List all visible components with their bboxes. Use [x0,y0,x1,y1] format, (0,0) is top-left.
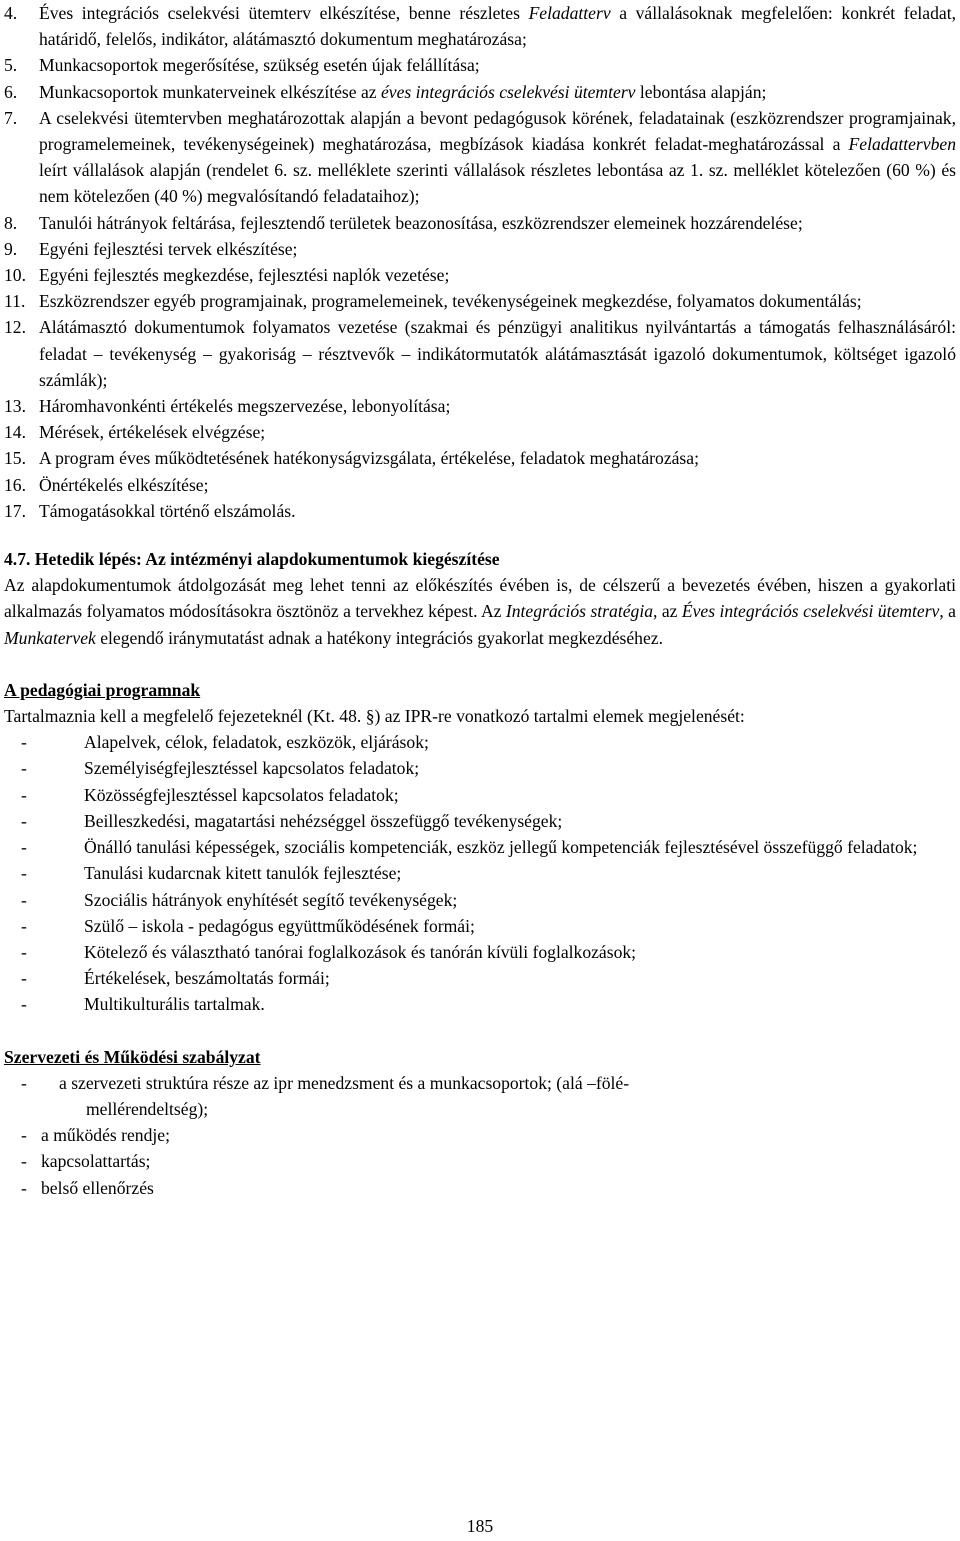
list-item-text: Éves integrációs cselekvési ütemterv elkészítése, benne részletes Feladatterv a vállalásoknak megfelelően: konkrét feladat, határidő, felelős, indikátor, alátámasztó dokumentum meghatározása; [39,3,956,50]
page-number: 185 [466,1516,494,1536]
sms-heading: Szervezeti és Működési szabályzat [4,1046,261,1067]
list-item-text: Egyéni fejlesztés megkezdése, fejlesztési naplók vezetése; [39,265,450,286]
sms-items-list [4,1070,956,1201]
list-item [4,965,956,991]
list-item-text: Önértékelés elkészítése; [39,474,209,495]
list-item-number: 10. [4,265,26,286]
list-item [4,314,956,393]
list-dash: - [21,994,27,1015]
list-item-text: kapcsolattartás; [41,1151,151,1172]
list-dash: - [21,863,27,884]
list-item [4,288,956,314]
list-item [4,210,956,236]
list-dash: - [21,1177,27,1198]
list-item [4,782,956,808]
list-item-continuation: mellérendeltség); [86,1098,209,1119]
list-item-number: 6. [4,81,18,102]
list-item-text: Alátámasztó dokumentumok folyamatos vezetése (szakmai és pénzügyi analitikus nyilvántartás a támogatás felhasználásáról: feladat – tevékenység – gyakoriság – résztvevők – indikátormutatók alátámasztását igazoló dokumentumok, költséget igazoló számlák); [39,317,956,390]
list-item-number: 4. [4,3,18,23]
list-item-number: 16. [4,474,26,495]
list-item-number: 15. [4,448,26,469]
list-item [4,913,956,939]
list-dash: - [21,758,27,779]
list-item [4,445,956,471]
list-item [4,1070,956,1122]
list-dash: - [21,915,27,936]
list-item-text: Önálló tanulási képességek, szociális kompetenciák, eszköz jellegű kompetenciák fejlesztésével összefüggő feladatok; [84,837,918,858]
list-dash: - [21,1072,27,1093]
pedagogical-items-list [4,729,956,1017]
list-dash: - [21,941,27,962]
list-item-number: 14. [4,422,26,443]
list-item-number: 11. [4,291,26,312]
list-item [4,52,956,78]
section-paragraph: Az alapdokumentumok átdolgozását meg lehet tenni az előkészítés évében is, de célszerű a bevezetés évében, hiszen a gyakorlati alkalmazás folyamatos módosításokra ösztönöz a tervekhez képest. Az Integrációs stratégia, az Éves integrációs cselekvési ütemterv, a Munkatervek elegendő iránymutatást adnak a hatékony integrációs gyakorlat megkezdéséhez. [4,575,956,648]
list-item-text: Kötelező és választható tanórai foglalkozások és tanórán kívüli foglalkozások; [84,941,637,962]
list-item-text: Személyiségfejlesztéssel kapcsolatos feladatok; [84,758,420,779]
list-item [4,729,956,755]
list-item [4,79,956,105]
list-item-text: Értékelések, beszámoltatás formái; [84,968,330,989]
pedagogical-intro: Tartalmaznia kell a megfelelő fejezeteknél (Kt. 48. §) az IPR-re vonatkozó tartalmi elemek megjelenését: [4,706,745,727]
list-dash: - [21,784,27,805]
list-item-text: a szervezeti struktúra része az ipr menedzsment és a munkacsoportok; (alá –fölé- mellérendeltség); [41,1070,956,1122]
list-item-text: Tanulói hátrányok feltárása, fejlesztendő területek beazonosítása, eszközrendszer elemeinek hozzárendelése; [39,212,803,233]
list-item-text: a működés rendje; [41,1125,170,1146]
list-item [4,419,956,445]
list-item [4,834,956,860]
list-dash: - [21,1151,27,1172]
list-item-text: Multikulturális tartalmak. [84,994,265,1015]
list-dash: - [21,732,27,753]
document-page [4,0,956,1201]
list-item [4,393,956,419]
list-item-text: belső ellenőrzés [41,1177,154,1198]
list-item [4,860,956,886]
list-item-number: 13. [4,396,26,417]
list-item-text: Alapelvek, célok, feladatok, eszközök, eljárások; [84,732,429,753]
list-item-text: Egyéni fejlesztési tervek elkészítése; [39,238,298,259]
list-item [4,1175,956,1201]
list-item-text: Szülő – iskola - pedagógus együttműködésének formái; [84,915,475,936]
numbered-steps-list [4,0,956,524]
list-item-text: Mérések, értékelések elvégzése; [39,422,266,443]
list-item-number: 17. [4,500,26,521]
list-item-text: A program éves működtetésének hatékonyságvizsgálata, értékelése, feladatok meghatározása; [39,448,699,469]
list-dash: - [21,810,27,831]
list-item-number: 7. [4,107,18,128]
list-item [4,755,956,781]
list-dash: - [21,968,27,989]
list-item [4,498,956,524]
list-item-text: Közösségfejlesztéssel kapcsolatos feladatok; [84,784,399,805]
list-item-text: Háromhavonkénti értékelés megszervezése, lebonyolítása; [39,396,451,417]
list-item-number: 8. [4,212,18,233]
section-heading: 4.7. Hetedik lépés: Az intézményi alapdokumentumok kiegészítése [4,549,500,570]
list-dash: - [21,1125,27,1146]
list-item [4,1122,956,1148]
list-item-text: Eszközrendszer egyéb programjainak, programelemeinek, tevékenységeinek megkezdése, folyamatos dokumentálás; [39,291,862,312]
list-item-text: Szociális hátrányok enyhítését segítő tevékenységek; [84,889,458,910]
list-item [4,991,956,1017]
list-dash: - [21,889,27,910]
list-item-text: Beilleszkedési, magatartási nehézséggel összefüggő tevékenységek; [84,810,563,831]
list-item-number: 9. [4,238,18,259]
list-item [4,808,956,834]
list-item-number: 12. [4,317,26,338]
list-item [4,262,956,288]
list-item-text: Támogatásokkal történő elszámolás. [39,500,296,521]
list-item-number: 5. [4,55,18,76]
list-item [4,887,956,913]
list-item [4,236,956,262]
list-item [4,472,956,498]
list-item [4,105,956,210]
list-item [4,0,956,52]
list-item-text: Munkacsoportok megerősítése, szükség esetén újak felállítása; [39,55,480,76]
list-dash: - [21,837,27,858]
list-item-text: A cselekvési ütemtervben meghatározottak alapján a bevont pedagógusok körének, feladatainak (eszközrendszer programjainak, programelemeinek, tevékenységeinek) meghatározása, megbízások kiadása konkrét feladat-meghatározással a Feladattervben leírt vállalások alapján (rendelet 6. sz. melléklete szerinti vállalások részletes lebontása az 1. sz. melléklet kötelezően (60 %) és nem kötelezően (40 %) megvalósítandó feladataihoz); [39,107,956,207]
list-item [4,939,956,965]
list-item [4,1148,956,1174]
list-item-text: Munkacsoportok munkaterveinek elkészítése az éves integrációs cselekvési ütemterv lebontása alapján; [39,81,767,102]
pedagogical-program-heading: A pedagógiai programnak [4,679,201,700]
list-item-text: Tanulási kudarcnak kitett tanulók fejlesztése; [84,863,402,884]
